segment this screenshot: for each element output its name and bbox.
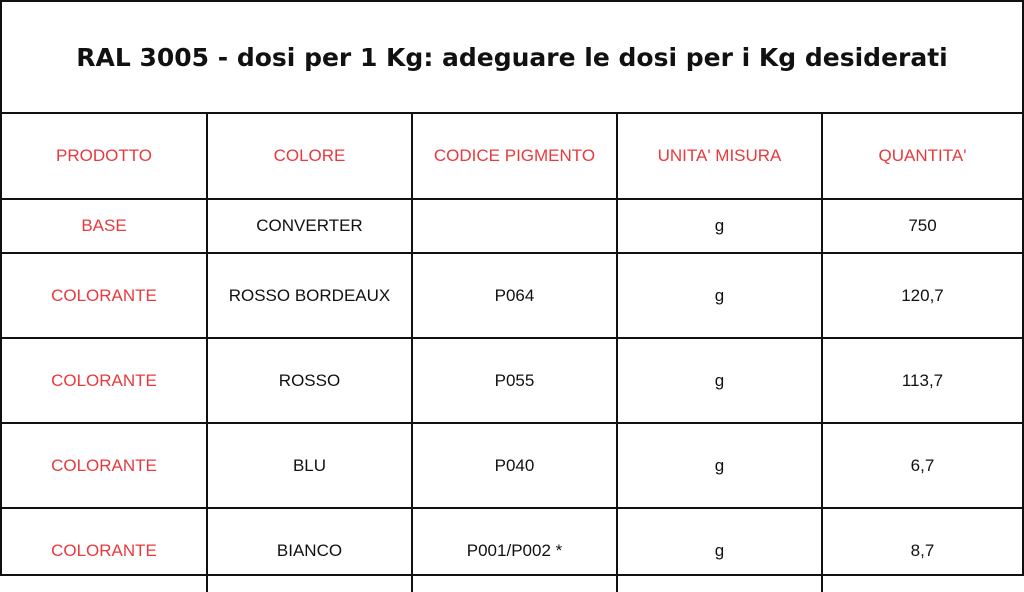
cell-colore: BLU: [207, 423, 412, 508]
table-row: [2, 508, 1022, 592]
header-codice-pigmento: CODICE PIGMENTO: [412, 114, 617, 199]
cell-prodotto: COLORANTE: [2, 253, 207, 338]
cell-colore: CONVERTER: [207, 199, 412, 253]
cell-quantita: 113,7: [822, 338, 1022, 423]
page-title: RAL 3005 - dosi per 1 Kg: adeguare le dosi per i Kg desiderati: [2, 2, 1022, 114]
cell-codice: P055: [412, 338, 617, 423]
cell-codice: [412, 199, 617, 253]
cell-codice: P040: [412, 423, 617, 508]
cell-quantita: 750: [822, 199, 1022, 253]
cell-prodotto: COLORANTE: [2, 508, 207, 592]
cell-unita: g: [617, 338, 822, 423]
cell-quantita: 6,7: [822, 423, 1022, 508]
cell-prodotto: BASE: [2, 199, 207, 253]
cell-prodotto: COLORANTE: [2, 423, 207, 508]
cell-unita: g: [617, 253, 822, 338]
header-quantita: QUANTITA': [822, 114, 1022, 199]
dosage-table: [2, 114, 1022, 592]
cell-colore: BIANCO: [207, 508, 412, 592]
cell-prodotto: COLORANTE: [2, 338, 207, 423]
cell-codice: P001/P002 *: [412, 508, 617, 592]
cell-codice: P064: [412, 253, 617, 338]
table-header-row: [2, 114, 1022, 199]
table-row: [2, 338, 1022, 423]
cell-colore: ROSSO: [207, 338, 412, 423]
header-unita-misura: UNITA' MISURA: [617, 114, 822, 199]
cell-quantita: 120,7: [822, 253, 1022, 338]
cell-unita: g: [617, 508, 822, 592]
header-prodotto: PRODOTTO: [2, 114, 207, 199]
table-row: [2, 199, 1022, 253]
header-colore: COLORE: [207, 114, 412, 199]
table-row: [2, 423, 1022, 508]
table-row: [2, 253, 1022, 338]
cell-quantita: 8,7: [822, 508, 1022, 592]
cell-colore: ROSSO BORDEAUX: [207, 253, 412, 338]
cell-unita: g: [617, 423, 822, 508]
cell-unita: g: [617, 199, 822, 253]
